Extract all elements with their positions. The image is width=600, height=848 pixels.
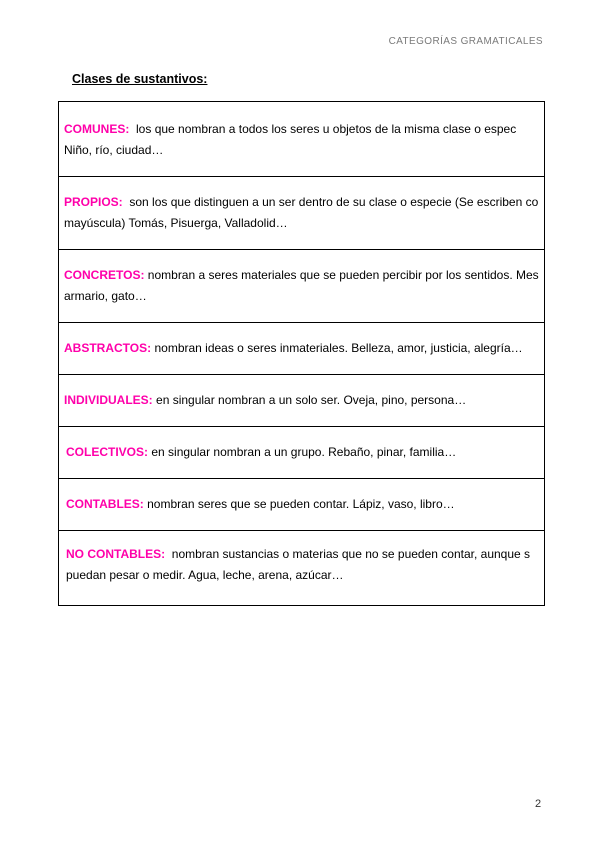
definition-text: son los que distinguen a un ser dentro de su clase o especie (Se escriben co xyxy=(129,195,539,209)
term-label: COLECTIVOS: xyxy=(66,445,149,459)
row-line xyxy=(64,119,544,140)
definition-text: nombran seres que se pueden contar. Lápiz, vaso, libro… xyxy=(147,497,455,511)
row-line xyxy=(64,265,544,286)
term-label: ABSTRACTOS: xyxy=(64,341,152,355)
row-line: mayúscula) Tomás, Pisuerga, Valladolid… xyxy=(64,216,288,230)
row-line: puedan pesar o medir. Agua, leche, arena, azúcar… xyxy=(66,568,344,582)
section-title: Clases de sustantivos: xyxy=(72,72,208,86)
term-label: INDIVIDUALES: xyxy=(64,393,153,407)
definition-text: en singular nombran a un solo ser. Oveja, pino, persona… xyxy=(156,393,467,407)
definition-text: los que nombran a todos los seres u objetos de la misma clase o espec xyxy=(136,122,517,136)
table-row-individuales xyxy=(59,374,544,426)
table-row-abstractos xyxy=(59,322,544,374)
definition-text: nombran ideas o seres inmateriales. Belleza, amor, justicia, alegría… xyxy=(154,341,523,355)
page-number: 2 xyxy=(535,798,542,810)
definition-text: nombran sustancias o materias que no se pueden contar, aunque s xyxy=(171,547,531,561)
row-line xyxy=(64,192,544,213)
table-row-concretos xyxy=(59,249,544,322)
row-line xyxy=(64,390,544,411)
row-line xyxy=(66,494,544,515)
table-row-comunes xyxy=(59,102,544,176)
table-row-colectivos xyxy=(59,426,544,478)
definition-text: en singular nombran a un grupo. Rebaño, pinar, familia… xyxy=(151,445,457,459)
row-line xyxy=(64,338,544,359)
table-row-contables xyxy=(59,478,544,530)
row-line xyxy=(66,544,544,565)
running-header: CATEGORÍAS GRAMATICALES xyxy=(388,36,543,47)
table-row-no-contables xyxy=(59,530,544,605)
term-label: COMUNES: xyxy=(64,122,130,136)
term-label: NO CONTABLES: xyxy=(66,547,166,561)
row-line xyxy=(66,442,544,463)
noun-classes-table xyxy=(58,101,545,606)
definition-text: nombran a seres materiales que se pueden percibir por los sentidos. Mes xyxy=(147,268,539,282)
row-line: Niño, río, ciudad… xyxy=(64,143,164,157)
row-line: armario, gato… xyxy=(64,289,147,303)
term-label: PROPIOS: xyxy=(64,195,123,209)
table-row-propios xyxy=(59,176,544,249)
term-label: CONCRETOS: xyxy=(64,268,145,282)
term-label: CONTABLES: xyxy=(66,497,144,511)
